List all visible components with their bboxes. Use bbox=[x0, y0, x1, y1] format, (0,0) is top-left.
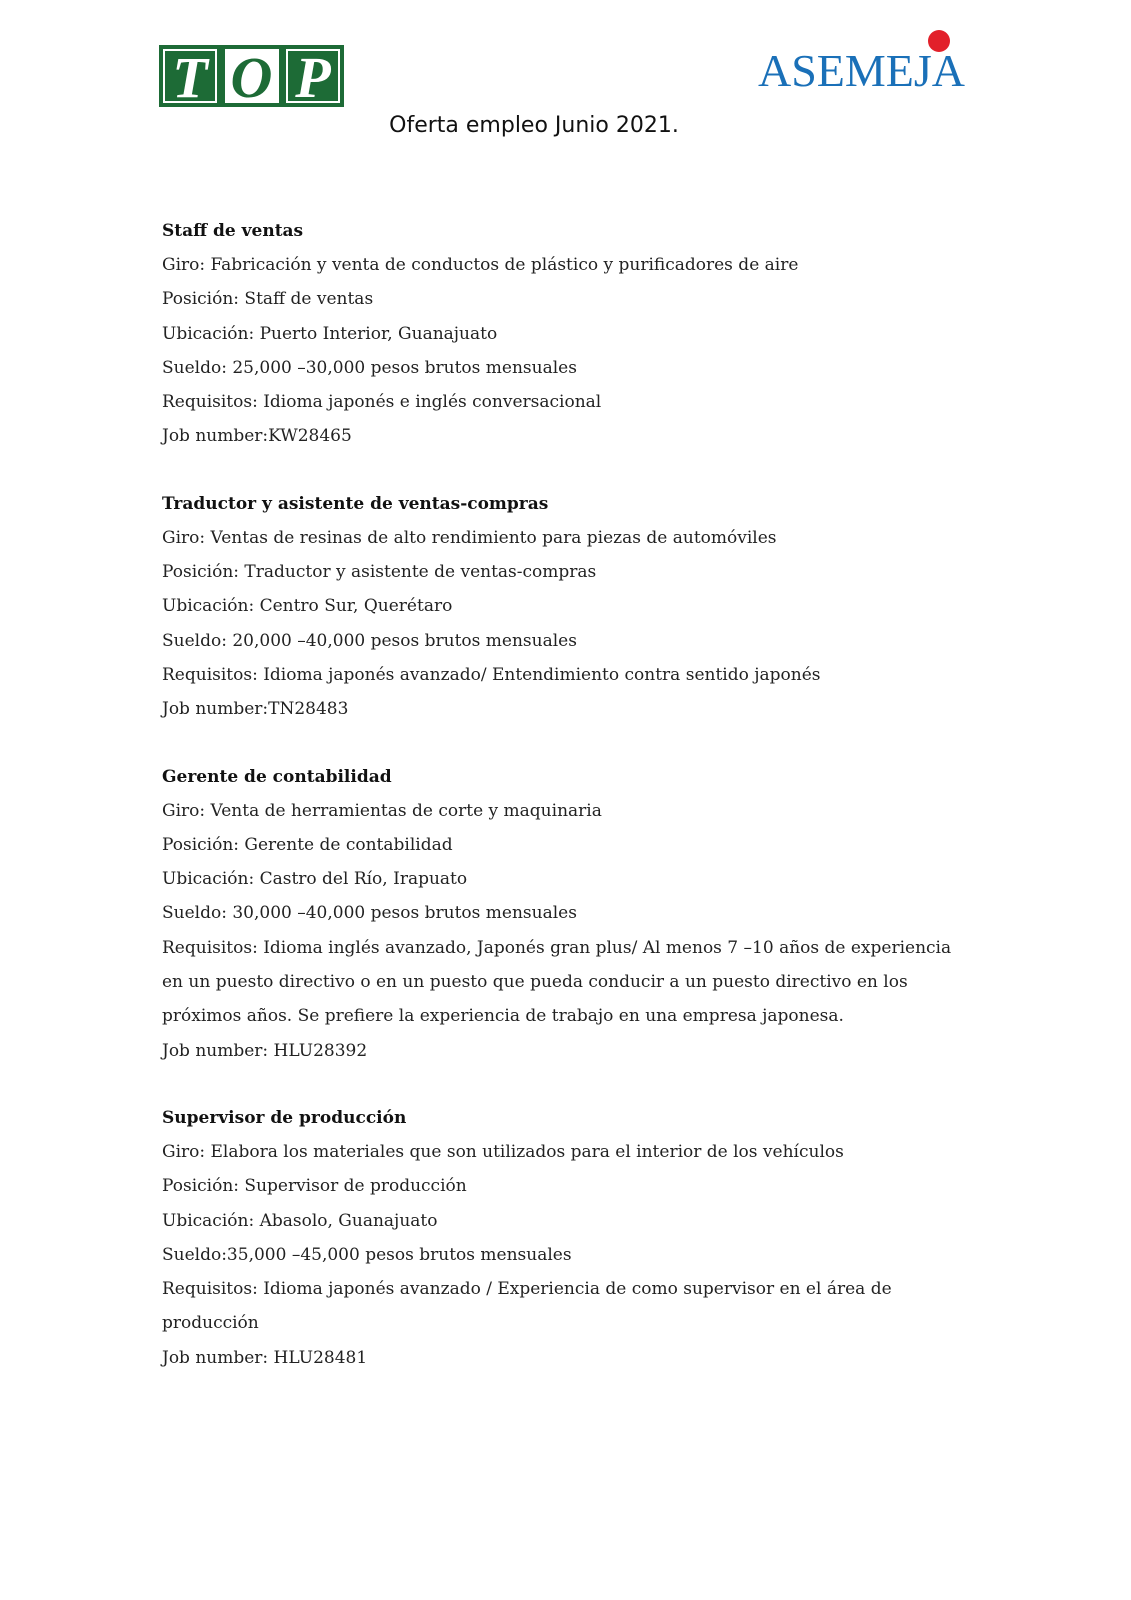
job-list bbox=[162, 214, 962, 1408]
top-logo bbox=[159, 45, 344, 110]
job-requisitos: Requisitos: Idioma japonés avanzado/ Entendimiento contra sentido japonés bbox=[162, 664, 821, 685]
job-sueldo: Sueldo: 30,000 –40,000 pesos brutos mensuales bbox=[162, 903, 577, 924]
job-posicion: Posición: Gerente de contabilidad bbox=[162, 834, 453, 855]
job-listing-staff-de-ventas bbox=[162, 214, 962, 454]
job-number: Job number:KW28465 bbox=[162, 426, 352, 447]
asemeja-logo bbox=[758, 30, 973, 110]
job-heading: Gerente de contabilidad bbox=[162, 766, 392, 787]
job-posicion: Posición: Supervisor de producción bbox=[162, 1176, 467, 1197]
job-number: Job number:TN28483 bbox=[162, 699, 349, 720]
job-ubicacion: Ubicación: Abasolo, Guanajuato bbox=[162, 1210, 438, 1231]
job-heading: Traductor y asistente de ventas-compras bbox=[162, 493, 549, 514]
top-logo-letter-t: T bbox=[163, 49, 217, 103]
job-listing-gerente-de-contabilidad bbox=[162, 760, 962, 1068]
job-posicion: Posición: Staff de ventas bbox=[162, 289, 374, 310]
job-number: Job number: HLU28481 bbox=[162, 1347, 368, 1368]
job-heading: Staff de ventas bbox=[162, 221, 304, 241]
job-listing-traductor bbox=[162, 487, 962, 727]
job-giro: Giro: Fabricación y venta de conductos de plástico y purificadores de aire bbox=[162, 255, 799, 275]
job-sueldo: Sueldo:35,000 –45,000 pesos brutos mensuales bbox=[162, 1244, 572, 1265]
job-posicion: Posición: Traductor y asistente de ventas-compras bbox=[162, 562, 597, 583]
job-heading: Supervisor de producción bbox=[162, 1107, 407, 1128]
top-logo-letter-o: O bbox=[225, 49, 279, 103]
page-title: Oferta empleo Junio 2021. bbox=[389, 113, 679, 138]
top-logo-letter-p: P bbox=[286, 49, 340, 103]
job-ubicacion: Ubicación: Castro del Río, Irapuato bbox=[162, 869, 468, 890]
job-giro: Giro: Venta de herramientas de corte y maquinaria bbox=[162, 800, 602, 821]
asemeja-logo-text: ASEMEJA bbox=[758, 45, 966, 96]
job-giro: Giro: Ventas de resinas de alto rendimiento para piezas de automóviles bbox=[162, 527, 777, 548]
job-ubicacion: Ubicación: Centro Sur, Querétaro bbox=[162, 596, 453, 617]
job-number: Job number: HLU28392 bbox=[162, 1040, 368, 1061]
job-requisitos: Requisitos: Idioma inglés avanzado, Japonés gran plus/ Al menos 7 –10 años de experiencia en un puesto directivo o en un puesto que pueda conducir a un puesto directivo en los próximos años. Se prefiere la experiencia de trabajo en una empresa japonesa. bbox=[162, 937, 952, 1027]
job-ubicacion: Ubicación: Puerto Interior, Guanajuato bbox=[162, 323, 498, 344]
job-sueldo: Sueldo: 25,000 –30,000 pesos brutos mensuales bbox=[162, 357, 577, 378]
job-requisitos: Requisitos: Idioma japonés e inglés conversacional bbox=[162, 392, 602, 413]
job-sueldo: Sueldo: 20,000 –40,000 pesos brutos mensuales bbox=[162, 630, 577, 651]
job-listing-supervisor-de-produccion bbox=[162, 1101, 962, 1375]
job-requisitos: Requisitos: Idioma japonés avanzado / Experiencia de como supervisor en el área de producción bbox=[162, 1279, 892, 1334]
job-giro: Giro: Elabora los materiales que son utilizados para el interior de los vehículos bbox=[162, 1141, 844, 1162]
